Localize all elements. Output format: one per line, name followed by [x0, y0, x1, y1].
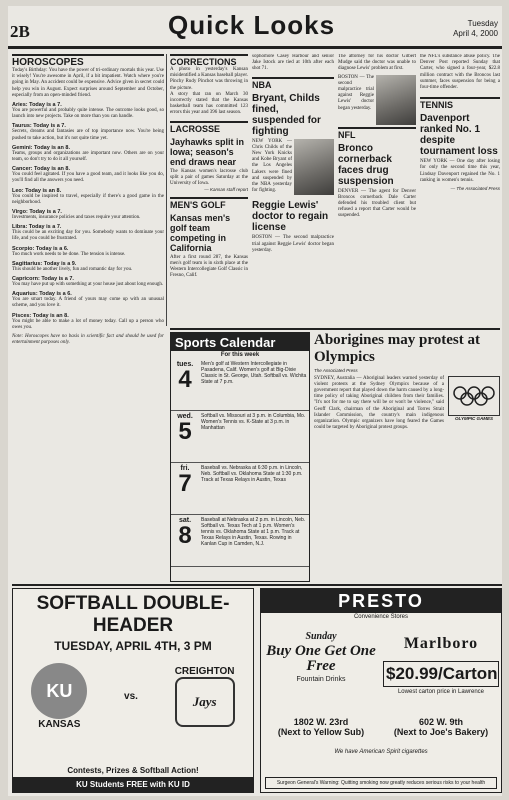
day-events: Baseball at Nebraska at 2 p.m. in Lincoln, Neb. Softball vs. Texas Tech at 1 p.m. Women's tennis vs. Oklahoma State at 1 p.m. Track at Texas Relays in Austin, Texas. Rowing in Kanlan Cup in Camden, N.J.	[201, 517, 306, 547]
day-name: fri.	[180, 465, 190, 472]
calendar-day	[171, 411, 309, 463]
aborigines-story	[314, 332, 500, 582]
softball-matchup	[13, 663, 253, 730]
horoscope-sign-text: Investments, insurance policies and taxes require your attention.	[12, 215, 141, 221]
horoscope-sign-title: Virgo: Today is a 7.	[12, 209, 62, 216]
day-name: sat.	[178, 517, 192, 524]
horoscope-sign-title: Sagittarius: Today is a 9.	[12, 260, 77, 267]
horoscope-sign-text: You might be able to make a lot of money today. Call up a person who owes you.	[12, 318, 164, 330]
horoscope-signs	[12, 102, 164, 331]
aborigines-source: The Associated Press	[314, 368, 358, 373]
horoscope-sign-text: You could be inspired to travel, especially if there's a good game in the neighborhood.	[12, 193, 164, 205]
calendar-day-label	[171, 359, 199, 410]
mudge-continued: BOSTON — The second malpractice trial against Reggie Lewis' doctor began yesterday.	[338, 74, 374, 111]
fountain-offer	[265, 631, 377, 683]
column-divider	[166, 54, 167, 326]
nba-header: NBA	[252, 77, 334, 90]
nba-column	[252, 54, 334, 326]
address-1: 1802 W. 23rd	[293, 717, 349, 727]
section-title: Quick Looks	[168, 10, 336, 40]
offer-sub: Fountain Drinks	[296, 676, 346, 683]
softball-bottom-banner: KU Students FREE with KU ID	[13, 777, 253, 792]
aborigines-text: SYDNEY, Australia — Aboriginal leaders warned yesterday of violent protests at the Sydney Olympics because of a government report that played down the harm caused by a long-time policy of taking Aboriginal children from their families. "It's not for me to say there will be or won't be violence," said Geoff Clark, chairman of the Aboriginal and Torres Strait Islander Commission, the country's main indigenous organization. Olympic organizers have long feared the Games could be targeted by Aboriginal protest groups.	[314, 375, 444, 431]
address-1-sub: (Next to Yellow Sub)	[277, 727, 365, 737]
address-2-sub: (Next to Joe's Bakery)	[393, 727, 489, 737]
nfl-text: DENVER — The agent for Denver Broncos cornerback Dale Carter defended his troubled client but refused a report that Carter would be suspended.	[338, 188, 416, 219]
day-number: 8	[178, 522, 192, 549]
horoscope-sign-text: Too much work needs to be done. The tension is intense.	[12, 251, 126, 257]
store-address-2	[385, 717, 497, 737]
horoscope-sign-title: Cancer: Today is an 8.	[12, 166, 70, 173]
softball-date: TUESDAY, APRIL 4TH, 3 PM	[54, 639, 212, 653]
horoscope-sign-text: This could be an exciting day for you. Somebody wants to dominate your life, and you could be frustrated.	[12, 230, 164, 242]
lacrosse-header: LACROSSE	[170, 121, 248, 134]
day-name: wed.	[177, 413, 193, 420]
day-number: 4	[178, 366, 192, 393]
issue-day: Tuesday	[467, 19, 498, 28]
presto-tagline: Convenience Stores	[353, 614, 409, 620]
day-events: Baseball vs. Nebraska at 6:30 p.m. in Lincoln, Neb. Softball vs. Oklahoma State at 1:30 p.m. Track at Texas Relays in Austin, Texas	[201, 465, 303, 483]
horoscope-sign-text: You could feel agitated. If you have a good team, and it looks like you do, you'll find all the answers you need.	[12, 172, 164, 184]
masthead	[8, 6, 502, 52]
newspaper-page	[8, 6, 502, 796]
bryant-photo	[294, 139, 334, 195]
lacrosse-text: The Kansas women's lacrosse club split a pair of games Saturday at the University of Iowa.	[170, 168, 248, 187]
horoscope-sign-title: Pisces: Today is an 8.	[12, 312, 69, 319]
masthead-rule	[8, 46, 502, 49]
surgeon-warning: Surgeon General's Warning: Quitting smoking now greatly reduces serious risks to your health	[265, 777, 497, 789]
calendar-day-label	[171, 515, 199, 566]
softball-note: Contests, Prizes & Softball Action!	[67, 766, 199, 775]
mudge-text: The attorney for his doctor Gilbert Mudge said the doctor was unable to diagnose Lewis' problem at first.	[338, 54, 416, 72]
horoscope-sign-title: Aquarius: Today is a 6.	[12, 291, 72, 298]
horoscope-intro: Today's Birthday: You have the power of tri-ordinary mortals this year. Use it wisely! You're awesome in April, if a bit impatient. Watch where you're going in May. An accident could be expensive. Advice given in secret could help you win in August. Expect surprises around September and October, especially from an open-minded friend.	[12, 68, 164, 98]
horoscope-sign-title: Libra: Today is a 7.	[12, 224, 62, 231]
nba-text: NEW YORK — Chris Childs of the New York Knicks and Kobe Bryant of the Los Angeles Lakers were fined and suspended by the NBA yesterday for fighting.	[252, 138, 292, 194]
lewis-text: BOSTON — The second malpractice trial against Reggie Lewis' doctor began yesterday.	[252, 235, 334, 253]
calendar-days	[171, 359, 309, 567]
spirit-note: We have American Spirit cigarettes	[334, 749, 428, 755]
carton-price-sub: Lowest carton price in Lawrence	[397, 689, 485, 695]
horoscopes-header: HOROSCOPES	[12, 54, 164, 68]
calendar-day-label	[171, 411, 199, 462]
day-events: Softball vs. Missouri at 3 p.m. in Columbia, Mo. Women's Tennis vs. K-State at 3 p.m. in Manhattan	[201, 413, 306, 431]
issue-date	[453, 19, 498, 39]
lacrosse-byline: — Kansan staff report	[204, 187, 248, 193]
tennis-column	[420, 54, 500, 326]
calendar-day	[171, 463, 309, 515]
tennis-header: TENNIS	[420, 97, 500, 110]
tennis-headline: Davenport ranked No. 1 despite tournament loss	[420, 113, 498, 158]
horoscopes-column	[12, 54, 164, 494]
nba-headline: Bryant, Childs fined, suspended for fighting	[252, 92, 321, 137]
team2-name: CREIGHTON	[174, 666, 235, 677]
horoscope-sign-title: Scorpio: Today is a 6.	[12, 245, 69, 252]
aborigines-headline: Aborigines may protest at Olympics	[314, 332, 480, 365]
correction-1: A photo in yesterday's Kansan misidentified a Kansas baseball player. Pinchy Rudy Pinchot was throwing in the picture.	[170, 67, 248, 91]
horoscope-note: Note: Horoscopes have no basis in scientific fact and should be used for entertainment purposes only.	[12, 334, 164, 346]
golf-header: MEN'S GOLF	[170, 197, 248, 210]
horoscope-sign-title: Leo: Today is an 8.	[12, 187, 62, 194]
ad-rule	[12, 584, 502, 586]
address-2: 602 W. 9th	[418, 717, 463, 727]
calendar-day	[171, 515, 309, 567]
horoscope-sign-text: Secrets, dreams and fantasies are of top importance now. You're being pushed to take action, but it's not quite time yet.	[12, 129, 164, 141]
section-rule	[170, 328, 500, 330]
nfl-headline: Bronco cornerback faces drug suspension	[338, 142, 394, 187]
mudge-photo	[376, 75, 416, 125]
cigarette-offer	[383, 631, 499, 695]
golf-text: After a first round 287, the Kansas men's golf team is in sixth place at the Western Intercollegiate Golf Classic in Fresno, Calif.	[170, 254, 248, 279]
horoscope-sign-text: Teams, groups and organizations are important now. Others are on your team, so don't try to do it all yourself.	[12, 150, 164, 163]
calendar-day	[171, 359, 309, 411]
carton-price: $20.99/Carton	[383, 661, 499, 687]
day-name: tues.	[176, 361, 194, 368]
sports-calendar-subheader: For this week	[220, 352, 260, 358]
carter-text: the NFL's substance abuse policy. The Denver Post reported Sunday that Carter, who signed a four-year, $22.8 million contract with the Broncos last summer, faces suspension for being a four-time offender.	[420, 54, 500, 91]
day-number: 5	[178, 418, 192, 445]
presto-brand: PRESTO	[261, 589, 501, 613]
page-number: 2B	[10, 22, 30, 41]
horoscope-sign-text: You are powerful and probably quite intense. The outcome looks good, so launch into new projects. Take on more than you can handle.	[12, 108, 164, 120]
sports-calendar-header: Sports Calendar	[171, 333, 309, 351]
lacrosse-headline: Jayhawks split in Iowa; season's end draws near	[170, 136, 245, 167]
creighton-logo: Jays	[175, 677, 235, 727]
team1-name: KANSAS	[38, 719, 81, 730]
day-number: 7	[178, 470, 192, 497]
presto-ad[interactable]	[260, 588, 502, 793]
horoscope-sign-title: Capricorn: Today is a 7.	[12, 276, 74, 283]
corrections-header: CORRECTIONS	[170, 54, 248, 67]
vs-label: vs.	[124, 691, 138, 702]
cigarette-brand: Marlboro	[403, 635, 479, 652]
olympic-rings-icon	[448, 376, 500, 416]
horoscope-sign-text: You are smart today. A friend of yours may come up with an unusual scheme, and you love it.	[12, 297, 164, 309]
nfl-header: NFL	[338, 127, 416, 140]
horoscope-sign-text: This should be another lively, fun and romantic day for you.	[12, 266, 133, 272]
calendar-day-label	[171, 463, 199, 514]
jayhawk-logo-icon: KU	[31, 663, 87, 719]
tennis-text: NEW YORK — One day after losing for only the second time this year, Lindsay Davenport regained the No. 1 ranking in women's tennis.	[420, 159, 500, 183]
day-events: Men's golf at Western Intercollegiate in Pasadena, Calif. Women's golf at Big-Dixie Classic in St. George, Utah. Softball vs. Wichita State at 7 p.m.	[201, 361, 307, 385]
issue-date-text: April 4, 2000	[453, 29, 498, 38]
horoscope-sign-title: Taurus: Today is a 7.	[12, 123, 66, 130]
sports-calendar-box	[170, 332, 310, 582]
horoscope-sign-text: You may have put up with something at your house just about long enough.	[12, 282, 164, 288]
offer-day: Sunday	[305, 631, 337, 642]
horoscope-sign-title: Gemini: Today is an 8.	[12, 144, 70, 151]
nfl-column	[338, 54, 416, 326]
golf-continued: sophomore Casey Harbour and senior Jake Istock are tied at 10th after each shot 71.	[252, 54, 334, 72]
horoscope-sign-title: Aries: Today is a 7.	[12, 102, 62, 109]
tennis-byline: — The Associated Press	[450, 186, 500, 192]
olympic-label: OLYMPIC GAMES	[455, 415, 493, 421]
softball-ad[interactable]	[12, 588, 254, 793]
lewis-headline: Reggie Lewis' doctor to regain license	[252, 200, 329, 234]
softball-title: SOFTBALL DOUBLE-HEADER	[36, 593, 230, 636]
correction-2: A story that ran on March 30 incorrectly stated that the Kansas basketball team has committed 123 errors this year and 396 last season.	[170, 91, 248, 116]
store-address-1	[265, 717, 377, 737]
offer-title: Buy One Get One Free	[266, 643, 376, 674]
golf-headline: Kansas men's golf team competing in California	[170, 212, 231, 253]
corrections-column	[170, 54, 248, 326]
